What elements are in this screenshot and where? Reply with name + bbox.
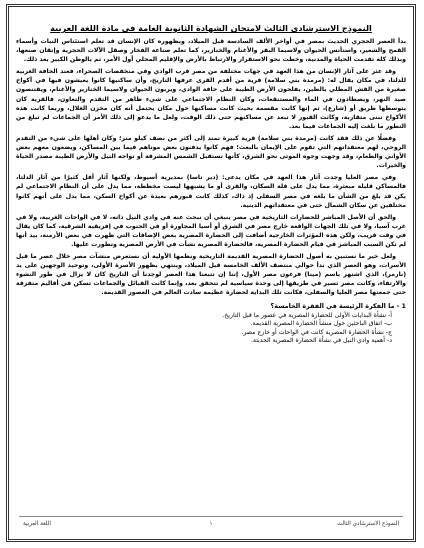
document-title: النموذج الاسترشادى الثالث لامتحان الشهادة الثانوية العامة فى مادة اللغة العربية (50, 23, 372, 33)
answer-option-b[interactable]: ب- اتفاق الباحثين حول منشأ الحضارة المصرية القديمة. (250, 320, 392, 328)
paragraph-4: وفي مصر العليا وجدت آثار هذا العهد في مكان يدعى: (دير تاسا) بمديرية أسيوط، ولكنها آثار أقل كثيرًا من آثار الدلتا، فالمساكن قليلة مبعثرة، مما يدل على قلة السكان، والقرى أو ما يشبهها ليست مخططة، مما يدل على أن النظام الاجتماعي لم يكن قد بلغ من الشأن ما بلغه في مصر السفلى إذ ذاك، كذلك كانت قبورهم بعيدة عن أكواخ السكن، مما يدل على أنهم كانوا مختلفين عن سكان الشمال حتى في معتقداتهم الدينية. (16, 174, 406, 209)
page-number: ١ (209, 521, 213, 527)
paragraph-3: وفضلًا عن ذلك فقد كانت (مرمدة بني سلامة) قرية كبيرة تمتد إلى أكثر من نصف كيلو متر؛ وكان أهلها على شيء من التقدم الروحي، لهم معتقداتهم التي تقوم على الإيمان بالبعث؛ فهم كانوا يدفنون بعض موتاهم فيما بين المساكن، ويضعون معهم بعض الأواني والطعام، وقد وجهت وجوه الموتى نحو الشرق، كأنها تستقبل الشمس المشرقة أو تواجه النيل والأرض الطيبة مصدر الحياة والخيرات. (16, 134, 406, 170)
document-body (16, 23, 406, 509)
answer-option-c[interactable]: ج- نشأة الحضارة المصرية كانت في الواحات أو خارج مصر. (241, 328, 392, 336)
answer-option-d[interactable]: د- أهمية وادي النيل في نشأة الحضارة المصرية الحديثة. (250, 337, 392, 345)
paragraph-1: بدأ العصر الحجري الحديث بمصر في أواخر الألف السادسة قبل الميلاد، وبظهوره كان الإنسان قد تعلم استئناس النبات وأسماء القمح والشعير، واستأنس الحيوان ولاسيما البقر والأغنام والخنازير، كما تعلم صناعة الفخار وصقل الآلات الحجرية وإتقان صنعها، وبذلك كله تقدمت الحياة والمدنية، وخطت نحو الاستقرار والارتباط بالأرض والإقليم المحلي أول الأمر، ثم بالوطن الكبير بعد ذلك. (16, 38, 406, 64)
paragraph-2: وقد عثر على آثار الإنسان من هذا العهد في جهات مختلفة من مصر قرب الوادي وفي منخفضات الصحراء، فعند الحافة الغربية للدلتا، في مكان يقال له: (مرمدة بني سلامة) قرية من أقدم القرى عرفها التاريخ، وأن ساكنيها كانوا يعيشون فيها في أكواخ صغيرة من القش المطلي بالطين، يفلحون الأرض الطيبة على حافة الوادي، ويربون الحيوان ولاسيما الخنازير والأغنام، ويقتنصون صيد النهر، ويصطادون في الماء والمستنقعات، وكان النظام الاجتماعي على شيء ظاهر من التقدم والتعاون، فالقرية كان يتوسطها طريق أو (شارع)، ثم إنها كانت مقسمة بحيث كانت مساكنها حول مكان يحتمل أنه كان مخزن الغلال، وربما كانت هذه الأكواخ تبنى متقاربة، وكانت القبور لا تبعد عن مساكنهم حتى ذلك الوقت، ولعل ما يدعو إلى ذلك الأمر أن الجماعات لم تبلغ من التطور ما بلغت إليه الجماعات فيما بعد. (16, 68, 406, 130)
page-frame (6, 4, 416, 542)
question-1: 1 - ما الفكرة الرئيسة في الفقرة الخامسة؟ (270, 301, 406, 310)
answer-option-a[interactable]: أ- نشأة البدايات الأولى للحضارة المصرية في عصور ما قبل التاريخ. (222, 311, 392, 319)
footer-model-label: النموذج الاسترشادي الثالث (336, 521, 399, 527)
paragraph-6: ولعل خير ما نستبين به أصول الحضارة المصرية القديمة التاريخية ونظمها الأولية أن نستعرض منشآت مصر خلال عصر ما قبل الأسرات، وهو العصر الذي بدأ حوالي منتصف الألف الخامسة قبل الميلاد، وينتهي بظهور الأسرة الأولى، وتوحيد الوجهين على يد (نارمر)، الذي اشتهر باسم (مينا) فرعون مصر الأول، إننا إن تتبعنا هذا العصر لوجدنا أن التاريخ كان لا يزال في طور النشوء والارتقاء، وكانت مصر تسير في طريقها إلى وحدة سياسية لم تتحقق بعد، وإنما كانت القبائل والجماعات تسكن في أقاليم متفرقة حتى جمعتها مصر العليا والسفلى، فكانت تلك البداية لحضارة عظيمة سادت العالم في العصور القديمة. (16, 253, 406, 297)
footer-subject-label: اللغة العربية (23, 521, 51, 527)
page-footer (19, 516, 403, 531)
paragraph-5: والحق أن الأصل المباشر للحضارات التاريخية في مصر ينبغي أن نبحث عنه في وادي النيل ذاته، لا في الواحات الغربية، ولا في غرب آسيا، ولا في تلك الجهات الواقعة خارج مصر في الشرق أو أسيا المجاورة أو في الجنوب في إفريقية الشرقية، كما كان يقال في وقت قريب، ولكن هذه المؤثرات الخارجية أضافت إلى الحضارة المصرية بعض الإضافات التي ظهرت في بعض الأزمنة، بيد أنها لم تكن السبب المباشر في قيام الحضارة المصرية، فالحضارة المصرية نشأت في الأرض المصرية وتطورت عليها. (16, 213, 406, 248)
